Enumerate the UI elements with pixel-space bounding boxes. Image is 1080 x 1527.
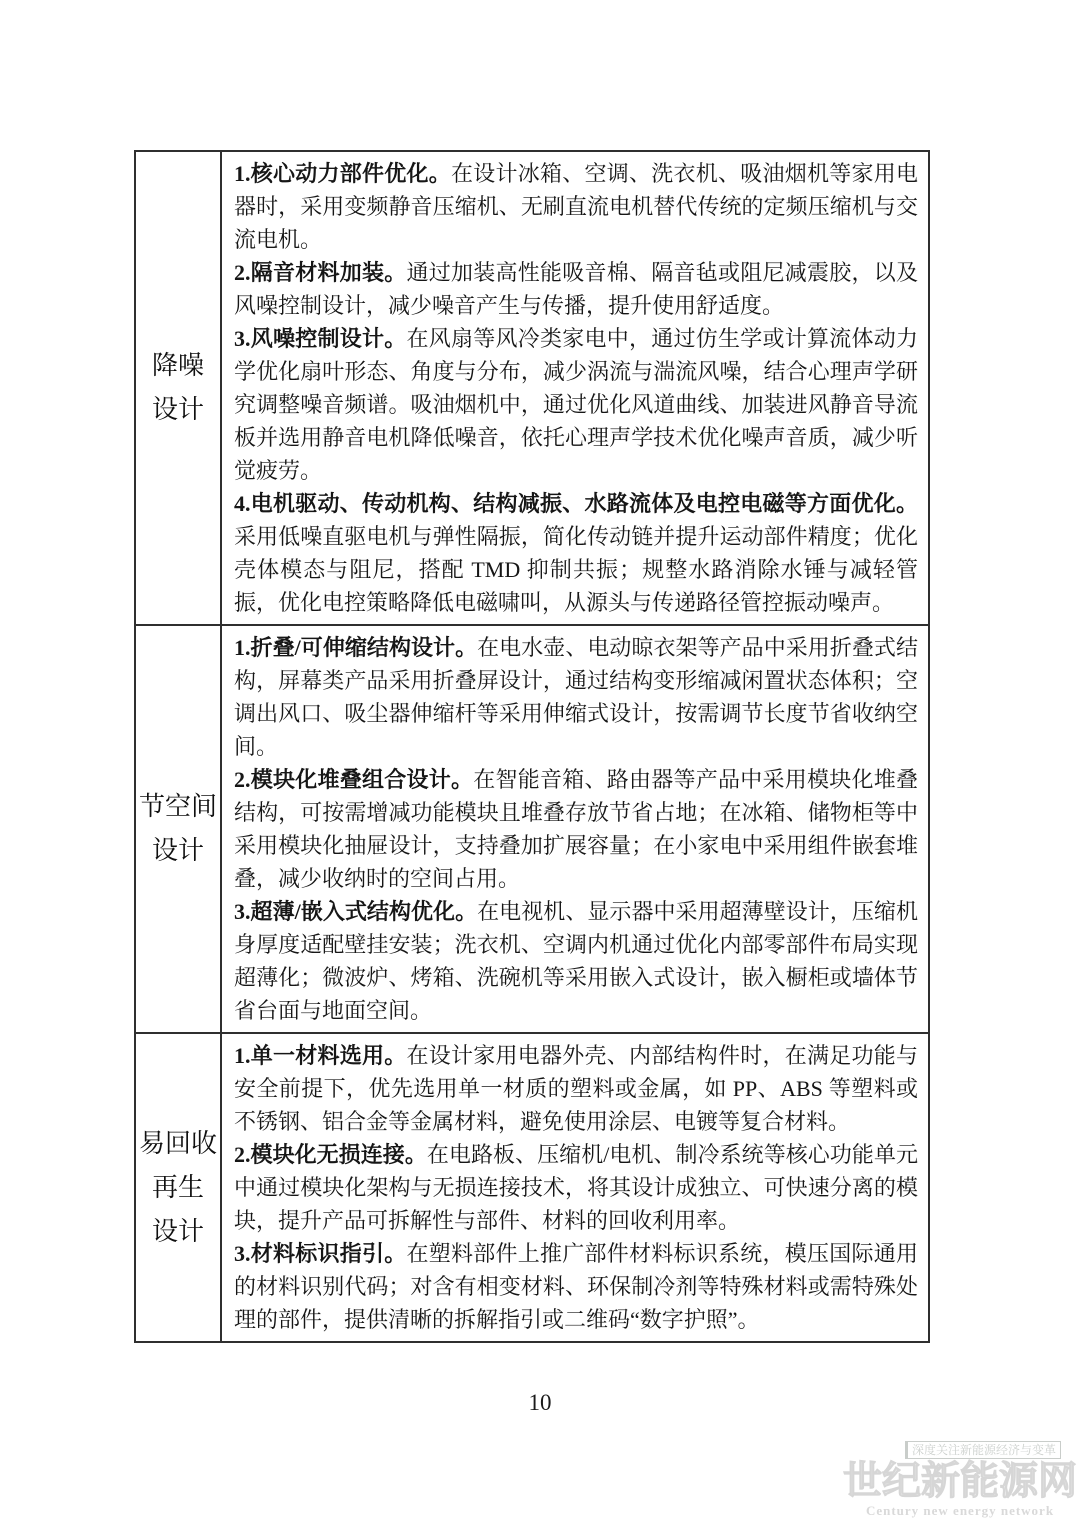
measure-body: 在设计冰箱、空调、洗衣机、吸油烟机等家用电器时，采用变频静音压缩机、无刷直流电机替代传统的定频压缩机与交流电机。 <box>234 161 918 252</box>
category-label-line: 再生 <box>151 1172 204 1202</box>
category-label-line: 降噪 <box>151 351 204 380</box>
table-row-space-saving <box>135 625 929 1033</box>
row-content <box>221 151 929 625</box>
measure-body: 在电水壶、电动晾衣架等产品中采用折叠式结构，屏幕类产品采用折叠屏设计，通过结构变形缩减闲置状态体积；空调出风口、吸尘器伸缩杆等采用伸缩式设计，按需调节长度节省收纳空间。 <box>234 635 918 759</box>
measure-item <box>234 631 918 763</box>
measure-item <box>234 487 918 619</box>
measure-body: 在电视机、显示器中采用超薄壁设计，压缩机身厚度适配壁挂安装；洗衣机、空调内机通过优化内部零部件布局实现超薄化；微波炉、烤箱、洗碗机等采用嵌入式设计，嵌入橱柜或墙体节省台面与地面空间。 <box>234 899 918 1023</box>
category-label-line: 节空间 <box>138 792 217 821</box>
table-row-recyclable-design <box>135 1033 929 1342</box>
category-label-line: 设计 <box>151 1216 204 1246</box>
measure-item <box>234 322 918 487</box>
measure-item <box>234 157 918 256</box>
measure-lead: 2.隔音材料加装。 <box>234 260 407 285</box>
measure-item <box>234 895 918 1027</box>
measure-body: 在风扇等风冷类家电中，通过仿生学或计算流体动力学优化扇叶形态、角度与分布，减少涡流与湍流风噪，结合心理声学研究调整噪音频谱。吸油烟机中，通过优化风道曲线、加装进风静音导流板并选用静音电机降低噪音，依托心理声学技术优化噪声音质，减少听觉疲劳。 <box>234 326 918 483</box>
watermark-tagline: 深度关注新能源经济与变革 <box>905 1441 1061 1459</box>
measure-body: 在设计家用电器外壳、内部结构件时，在满足功能与安全前提下，优先选用单一材质的塑料或金属，如 PP、ABS 等塑料或不锈钢、铝合金等金属材料，避免使用涂层、电镀等复合材料。 <box>234 1043 918 1134</box>
measure-item <box>234 763 918 895</box>
measure-lead: 1.单一材料选用。 <box>234 1043 407 1068</box>
category-label-line: 设计 <box>151 395 204 424</box>
measure-item <box>234 1237 918 1336</box>
category-label-line: 设计 <box>151 836 204 865</box>
measure-lead: 3.风噪控制设计。 <box>234 326 407 351</box>
measure-lead: 2.模块化堆叠组合设计。 <box>234 767 474 792</box>
row-content <box>221 625 929 1033</box>
row-content <box>221 1033 929 1342</box>
measure-item <box>234 1039 918 1138</box>
row-category-label <box>135 625 221 1033</box>
measure-lead: 2.模块化无损连接。 <box>234 1142 427 1167</box>
measure-body: 在塑料部件上推广部件材料标识系统，模压国际通用的材料识别代码；对含有相变材料、环保制冷剂等特殊材料或需特殊处理的部件，提供清晰的拆解指引或二维码“数字护照”。 <box>234 1241 918 1332</box>
measure-body: 通过加装高性能吸音棉、隔音毡或阻尼减震胶，以及风噪控制设计，减少噪音产生与传播，提升使用舒适度。 <box>234 260 918 318</box>
measure-lead: 3.材料标识指引。 <box>234 1241 407 1266</box>
measure-body: 在智能音箱、路由器等产品中采用模块化堆叠结构，可按需增减功能模块且堆叠存放节省占地；在冰箱、储物柜等中采用模块化抽屉设计，支持叠加扩展容量；在小家电中采用组件嵌套堆叠，减少收纳时的空间占用。 <box>234 767 918 891</box>
measure-item <box>234 1138 918 1237</box>
site-watermark <box>843 1441 1077 1519</box>
table-row-noise-reduction <box>135 151 929 625</box>
category-label-line: 易回收 <box>138 1128 217 1158</box>
measure-body: 采用低噪直驱电机与弹性隔振，简化传动链并提升运动部件精度；优化壳体模态与阻尼，搭配 TMD 抑制共振；规整水路消除水锤与减轻管振，优化电控策略降低电磁啸叫，从源头与传递路径管控振动噪声。 <box>234 524 918 615</box>
row-category-label <box>135 1033 221 1342</box>
watermark-subtitle: Century new energy network <box>865 1503 1055 1518</box>
design-measures-table <box>134 150 930 1343</box>
measure-lead: 4.电机驱动、传动机构、结构减振、水路流体及电控电磁等方面优化。 <box>234 491 918 516</box>
measure-lead: 3.超薄/嵌入式结构优化。 <box>234 899 478 924</box>
row-category-label <box>135 151 221 625</box>
measure-body: 在电路板、压缩机/电机、制冷系统等核心功能单元中通过模块化架构与无损连接技术，将其设计成独立、可快速分离的模块，提升产品可拆解性与部件、材料的回收利用率。 <box>234 1142 918 1233</box>
measure-item <box>234 256 918 322</box>
measure-lead: 1.折叠/可伸缩结构设计。 <box>234 635 478 660</box>
measure-lead: 1.核心动力部件优化。 <box>234 161 451 186</box>
page-number: 10 <box>528 1390 552 1415</box>
watermark-title: 世纪新能源网 <box>843 1460 1078 1503</box>
